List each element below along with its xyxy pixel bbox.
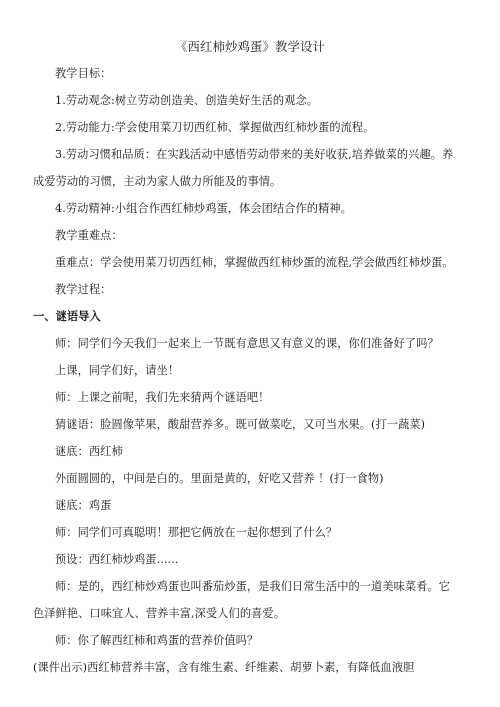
objective-2: 2.劳动能力:学会使用菜刀切西红柿、掌握做西红柿炒蛋的流程。 (55, 121, 375, 134)
paragraph: 师：同学们今天我们一起来上一节既有意思又有意义的课，你们准备好了吗？ (55, 337, 439, 350)
paragraph: 预设：西红柿炒鸡蛋...... (55, 553, 179, 566)
paragraph: 谜底：西红柿 (55, 445, 123, 458)
paragraph: 师：同学们可真聪明！那把它俩放在一起你想到了什么？ (55, 526, 338, 539)
paragraph: 上课，同学们好，请坐！ (55, 364, 180, 377)
paragraph: 师：你了解西红柿和鸡蛋的营养价值吗？ (55, 634, 259, 647)
objective-1: 1.劳动观念:树立劳动创造美、创造美好生活的观念。 (55, 94, 319, 107)
paragraph: 师：是的，西红柿炒鸡蛋也叫番茄炒蛋，是我们日常生活中的一道美味菜肴。它 (55, 580, 451, 593)
document-title: 《西红柿炒鸡蛋》教学设计 (175, 39, 325, 54)
section-heading-riddle-intro: 一、谜语导入 (33, 310, 101, 323)
objective-4: 4.劳动精神:小组合作西红柿炒鸡蛋，体会团结合作的精神。 (55, 202, 352, 215)
objective-3-line-2: 成爱劳动的习惯，主动为家人做力所能及的事情。 (33, 175, 282, 188)
heading-key-points: 教学重难点： (55, 229, 123, 242)
paragraph: 外面圆圆的，中间是白的。里面是黄的，好吃又营养 ！(打一食物) (55, 472, 384, 485)
paragraph: 色泽鲜艳、口味宜人、营养丰富,深受人们的喜爱。 (33, 607, 285, 620)
heading-process: 教学过程： (55, 283, 112, 296)
objective-3-line-1: 3.劳动习惯和品质：在实践活动中感悟劳动带来的美好收获,培养做菜的兴趣。养 (55, 148, 454, 161)
paragraph: 猜谜语：脸圆像苹果，酸甜营养多。既可做菜吃，又可当水果。(打一蔬菜) (55, 418, 426, 431)
heading-objectives: 教学目标： (55, 67, 112, 80)
paragraph: (课件出示)西红柿营养丰富，含有维生素、纤维素、胡萝卜素，有降低血液胆 (33, 661, 415, 674)
paragraph: 谜底：鸡蛋 (55, 499, 112, 512)
key-points-text: 重难点：学会使用菜刀切西红柿，掌握做西红柿炒蛋的流程,学会做西红柿炒蛋。 (55, 256, 454, 269)
paragraph: 师：上课之前呢，我们先来猜两个谜语吧！ (55, 391, 270, 404)
